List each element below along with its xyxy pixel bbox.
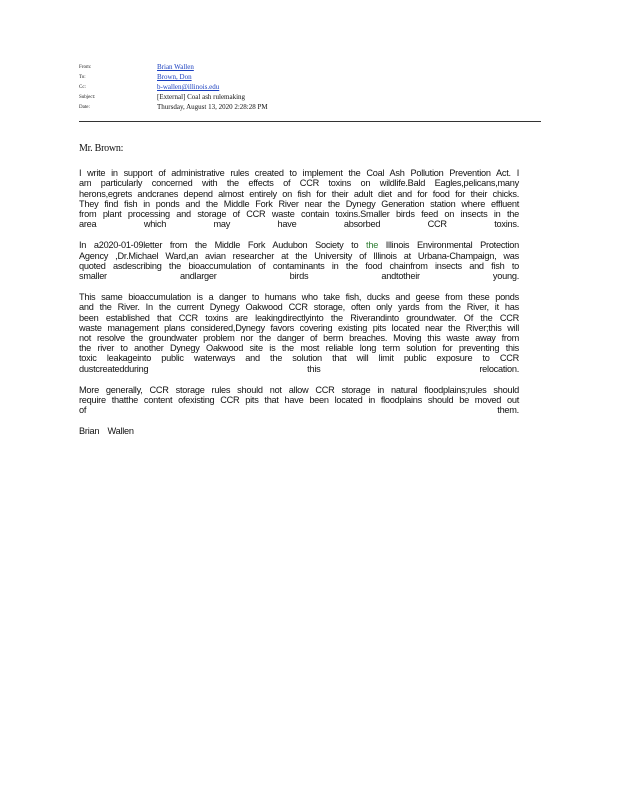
from-row: [79, 62, 541, 72]
cc-row: [79, 82, 541, 92]
salutation: Mr. Brown:: [79, 143, 124, 154]
subject-label: Subject:: [79, 94, 96, 100]
date-label: Date:: [79, 104, 90, 110]
email-body: [79, 144, 519, 446]
header-divider: [79, 121, 541, 122]
paragraph-2-part-b: Illinois Environmental Protection Agency ,Dr.Michael Ward,an avian researcher at the University of Illinois at Urbana-Champaign, was quoted asdescribing the bioaccumulation of contaminants in the food chainfrom insects and fish to smaller andlarger birds andtotheir young.: [79, 240, 519, 282]
from-link[interactable]: Brian Wallen: [157, 63, 194, 71]
date-row: [79, 102, 541, 112]
email-header: [79, 62, 541, 112]
paragraph-3: This same bioaccumulation is a danger to humans who take fish, ducks and geese from these ponds and the River. In the current Dynegy Oakwood CCR storage, often only yards from the River, it has been established that CCR toxins are leakingdirectlyinto the Riverandinto groundwater. Of the CCR waste management plans considered,Dynegy favors covering existing pits located near the River;this will not resolve the groundwater problem nor the danger of berm breaches. Moving this waste away from the river to another Dynegy Oakwood site is the most reliable long term solution for preventing this toxic leakageinto public waterways and the solution that will limit public exposure to CCR dustcreatedduring this relocation.: [79, 292, 519, 374]
to-link[interactable]: Brown, Don: [157, 73, 192, 81]
to-row: [79, 72, 541, 82]
subject-value: [External] Coal ash rulemaking: [157, 93, 246, 101]
paragraph-2: [79, 240, 519, 281]
cc-label: Cc:: [79, 84, 86, 90]
to-label: To:: [79, 74, 86, 80]
paragraph-4: More generally, CCR storage rules should not allow CCR storage in natural floodplains;rules should require thatthe content ofexisting CCR pits that have been located in floodplains should be moved out of them.: [79, 384, 519, 416]
from-label: From:: [79, 64, 92, 70]
subject-row: [79, 92, 541, 102]
paragraph-2-part-a: In a2020-01-09letter from the Middle Fork Audubon Society to: [79, 240, 367, 251]
cc-link[interactable]: b-wallen@illinois.edu: [157, 83, 220, 91]
date-value: Thursday, August 13, 2020 2:28:28 PM: [157, 103, 268, 111]
paragraph-2-highlight: the: [366, 240, 379, 251]
paragraph-1: I write in support of administrative rules created to implement the Coal Ash Pollution Prevention Act. I am particularly concerned with the effects of CCR toxins on wildlife.Bald Eagles,pelicans,many herons,egrets andcranes depend almost entirely on fish for their adult diet and for food for their chicks. They find fish in ponds and the Middle Fork River near the Dynegy Generation station where effluent from plant processing and storage of CCR waste contain toxins.Smaller birds feed on insects in the area which may have absorbed CCR toxins.: [79, 168, 519, 230]
signature: Brian Wallen: [79, 426, 134, 437]
